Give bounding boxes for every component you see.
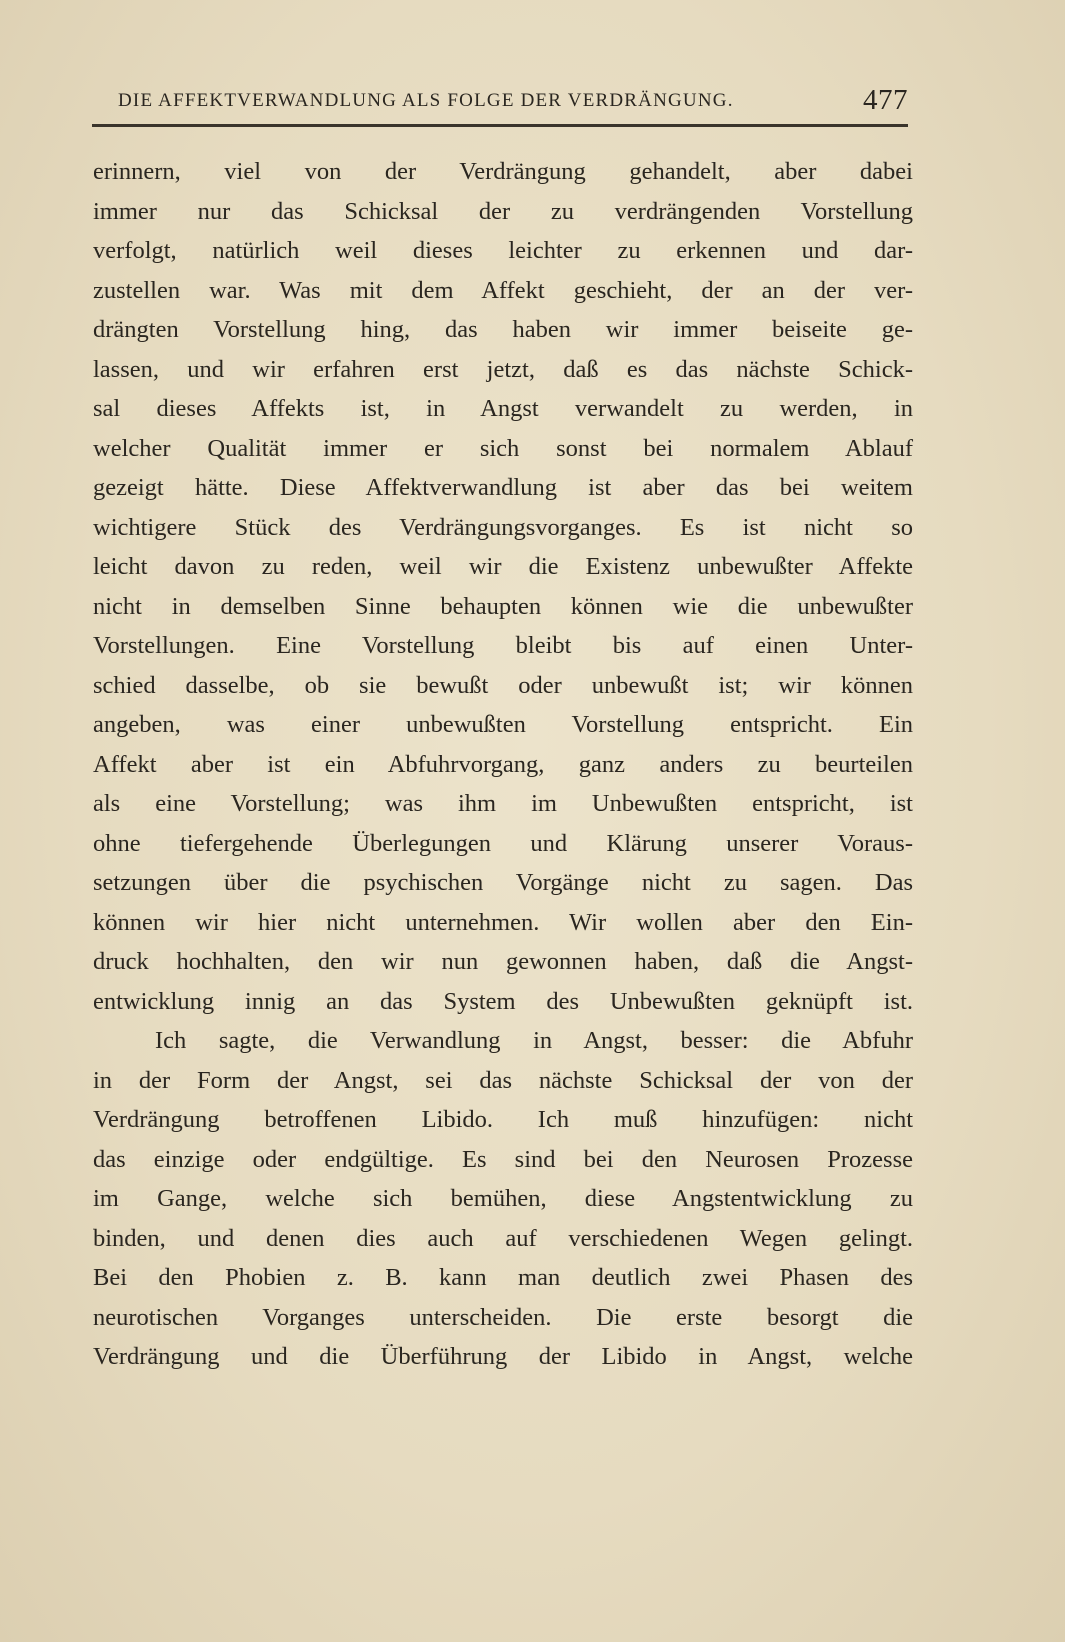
text-line: welcher Qualität immer er sich sonst bei normalem Ablauf <box>93 434 913 462</box>
text-line: wichtigere Stück des Verdrängungsvorganges. Es ist nicht so <box>93 513 913 541</box>
text-line: Vorstellungen. Eine Vorstellung bleibt bis auf einen Unter- <box>93 632 913 659</box>
text-line: nicht in demselben Sinne behaupten können wie die unbewußter <box>93 592 913 620</box>
text-line: leicht davon zu reden, weil wir die Existenz unbewußter Affekte <box>93 553 913 580</box>
text-line: zustellen war. Was mit dem Affekt geschieht, der an der ver- <box>93 276 913 304</box>
text-line: druck hochhalten, den wir nun gewonnen haben, daß die Angst- <box>93 948 913 975</box>
text-line: neurotischen Vorganges unterscheiden. Die erste besorgt die <box>93 1303 913 1331</box>
text-line: binden, und denen dies auch auf verschiedenen Wegen gelingt. <box>93 1224 913 1252</box>
text-line: verfolgt, natürlich weil dieses leichter zu erkennen und dar- <box>93 237 913 264</box>
page-header <box>118 84 908 120</box>
text-line: Verdrängung betroffenen Libido. Ich muß hinzufügen: nicht <box>93 1106 913 1133</box>
text-line: schied dasselbe, ob sie bewußt oder unbewußt ist; wir können <box>93 671 913 699</box>
text-line: als eine Vorstellung; was ihm im Unbewußten entspricht, ist <box>93 790 913 817</box>
text-line: lassen, und wir erfahren erst jetzt, daß es das nächste Schick- <box>93 355 913 383</box>
page-number: 477 <box>863 84 908 116</box>
text-line: immer nur das Schicksal der zu verdrängenden Vorstellung <box>93 197 913 225</box>
text-line: drängten Vorstellung hing, das haben wir immer beiseite ge- <box>93 316 913 343</box>
text-line: gezeigt hätte. Diese Affektverwandlung ist aber das bei weitem <box>93 474 913 501</box>
paragraph-start-line: Ich sagte, die Verwandlung in Angst, besser: die Abfuhr <box>155 1027 913 1054</box>
text-line: Verdrängung und die Überführung der Libido in Angst, welche <box>93 1343 913 1370</box>
text-line: angeben, was einer unbewußten Vorstellung entspricht. Ein <box>93 711 913 738</box>
running-title: DIE AFFEKTVERWANDLUNG ALS FOLGE DER VERDRÄNGUNG. <box>118 90 734 111</box>
text-line: Affekt aber ist ein Abfuhrvorgang, ganz anders zu beurteilen <box>93 750 913 778</box>
text-line: Bei den Phobien z. B. kann man deutlich zwei Phasen des <box>93 1264 913 1291</box>
text-line: können wir hier nicht unternehmen. Wir wollen aber den Ein- <box>93 908 913 936</box>
text-line: in der Form der Angst, sei das nächste Schicksal der von der <box>93 1066 913 1094</box>
text-line: ohne tiefergehende Überlegungen und Klärung unserer Voraus- <box>93 829 913 857</box>
text-line: entwicklung innig an das System des Unbewußten geknüpft ist. <box>93 987 913 1015</box>
text-line: setzungen über die psychischen Vorgänge nicht zu sagen. Das <box>93 869 913 896</box>
header-rule <box>92 124 908 127</box>
text-line: das einzige oder endgültige. Es sind bei den Neurosen Prozesse <box>93 1145 913 1173</box>
text-line: erinnern, viel von der Verdrängung gehandelt, aber dabei <box>93 158 913 185</box>
body-text <box>93 152 913 1377</box>
text-line: im Gange, welche sich bemühen, diese Angstentwicklung zu <box>93 1185 913 1212</box>
text-line: sal dieses Affekts ist, in Angst verwandelt zu werden, in <box>93 395 913 422</box>
